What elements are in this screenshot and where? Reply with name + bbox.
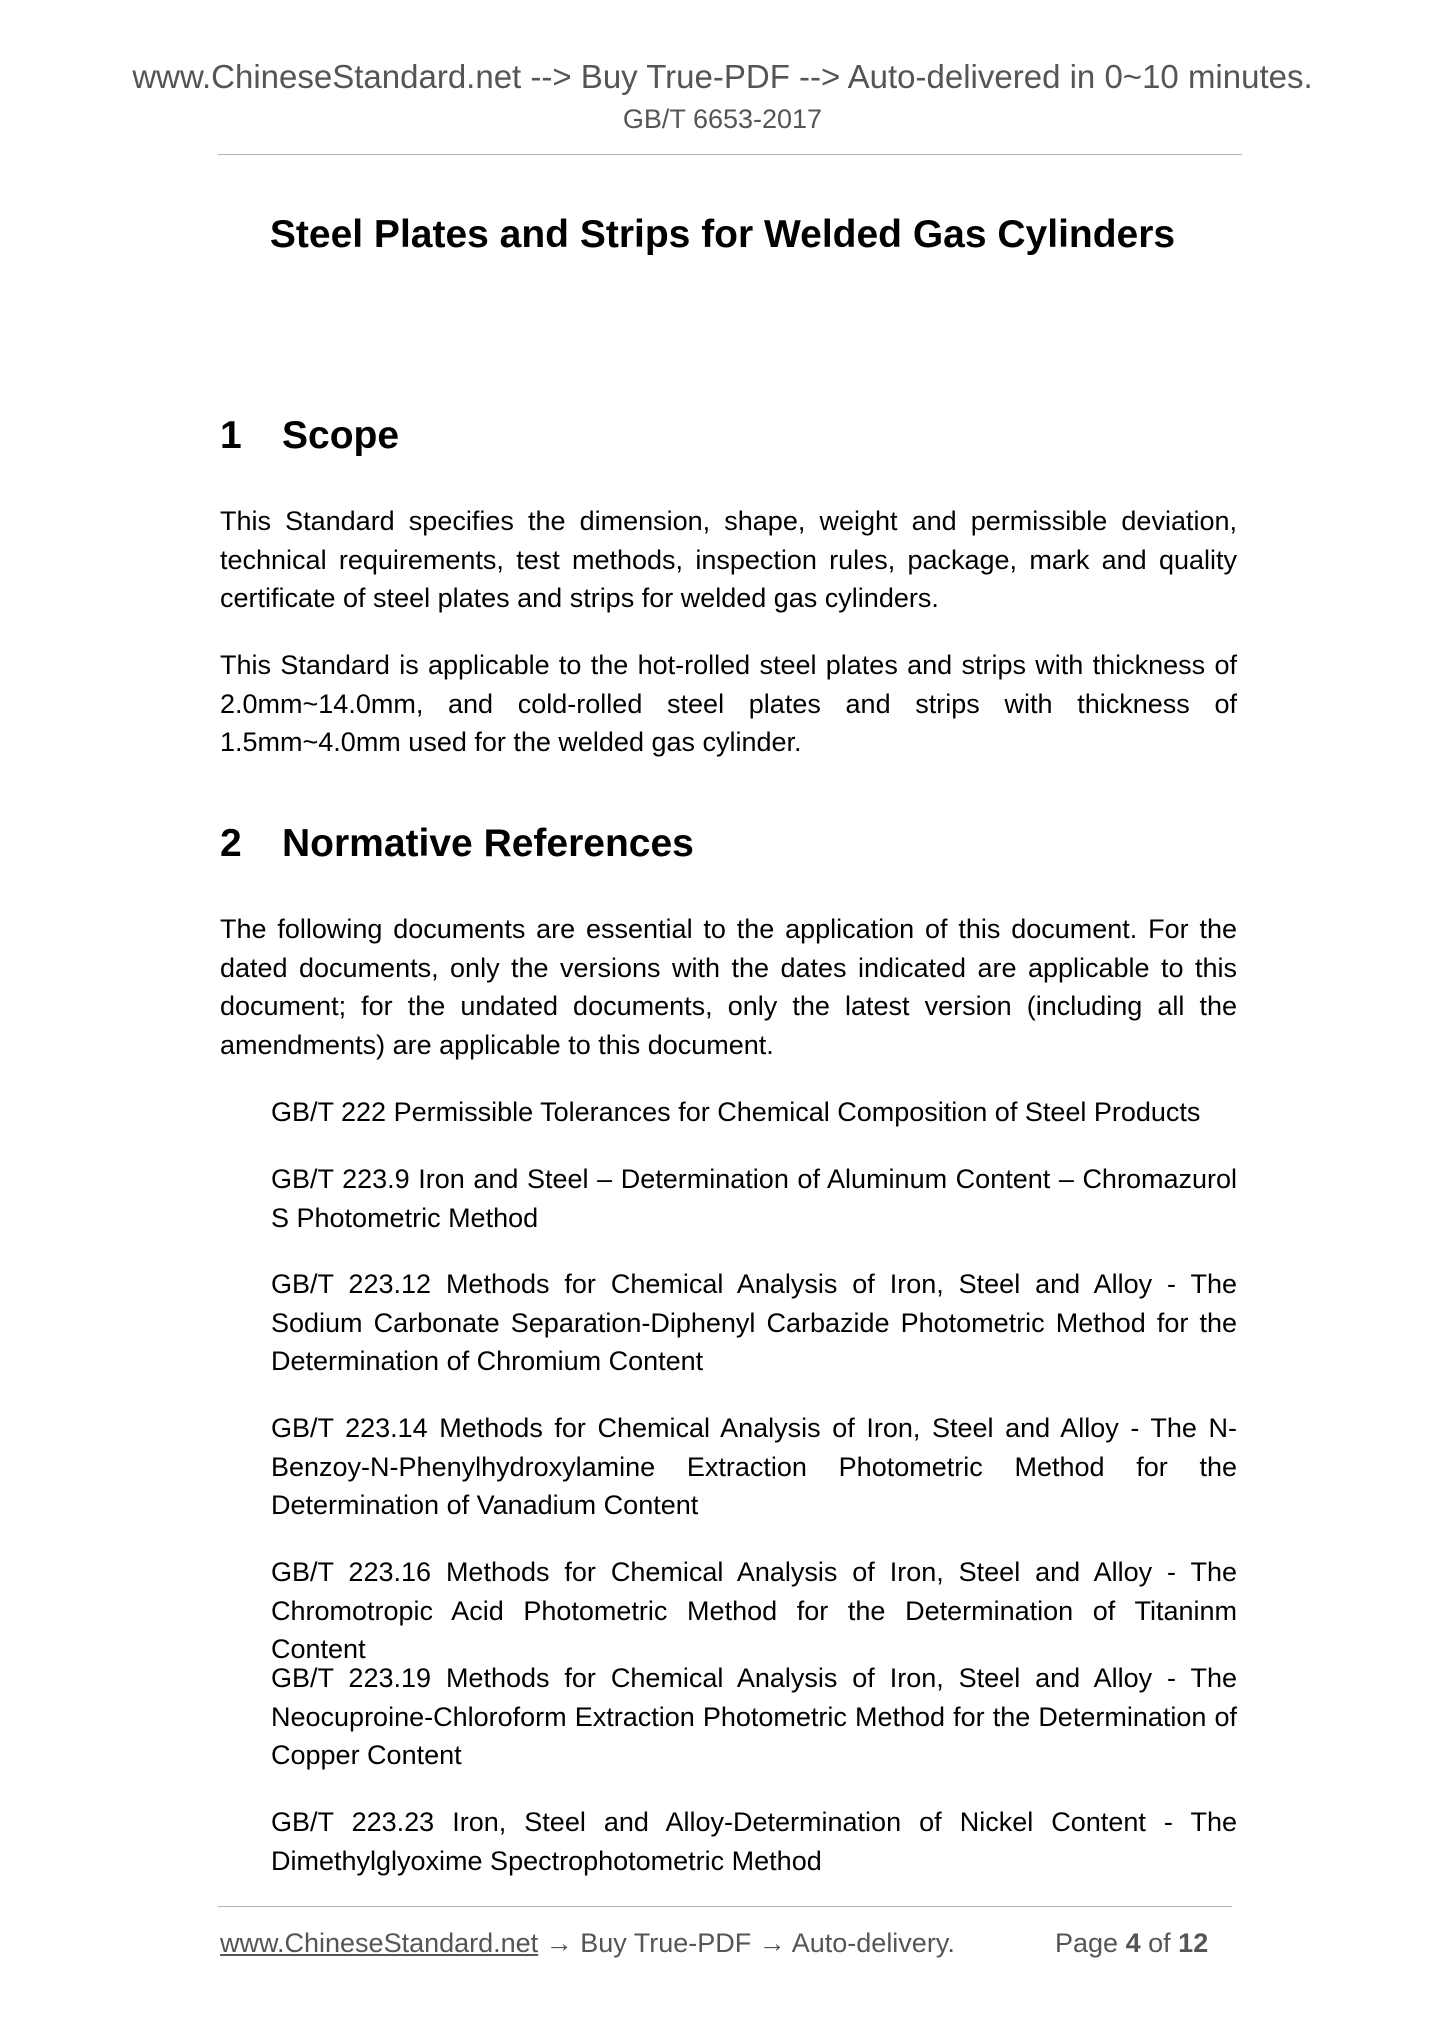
reference-item: GB/T 222 Permissible Tolerances for Chemical Composition of Steel Products (271, 1097, 1201, 1127)
paragraph: The following documents are essential to the application of this document. For the dated documents, only the versions with the dates indicated are applicable to this document; for the undated documents, only the latest version (including all the amendments) are applicable to this document. (220, 914, 1237, 1060)
reference-item: GB/T 223.14 Methods for Chemical Analysis of Iron, Steel and Alloy - The N-Benzoy-N-Phenylhydroxylamine Extraction Photometric Method for the Determination of Vanadium Content (271, 1413, 1237, 1520)
paragraph: This Standard specifies the dimension, shape, weight and permissible deviation, technical requirements, test methods, inspection rules, package, mark and quality certificate of steel plates and strips for welded gas cylinders. (220, 506, 1237, 613)
header-banner: www.ChineseStandard.net --> Buy True-PDF --> Auto-delivered in 0~10 minutes. (132, 58, 1313, 95)
section-heading-scope (220, 414, 399, 458)
reference-item: GB/T 223.9 Iron and Steel – Determination of Aluminum Content – Chromazurol S Photometric Method (271, 1164, 1237, 1233)
footer-divider (218, 1906, 1232, 1907)
section-title: Normative References (282, 822, 694, 865)
section-heading-normative-references (220, 822, 694, 866)
reference-item: GB/T 223.16 Methods for Chemical Analysis of Iron, Steel and Alloy - The Chromotropic Acid Photometric Method for the Determination of Titaninm Content (271, 1557, 1237, 1664)
page-number (1055, 1928, 1208, 1959)
footer-link[interactable]: www.ChineseStandard.net (220, 1928, 539, 1958)
reference-item: GB/T 223.19 Methods for Chemical Analysis of Iron, Steel and Alloy - The Neocuproine-Chloroform Extraction Photometric Method for the Determination of Copper Content (271, 1663, 1237, 1770)
section-number: 2 (220, 822, 242, 865)
reference-item: GB/T 223.23 Iron, Steel and Alloy-Determination of Nickel Content - The Dimethylglyoxime Spectrophotometric Method (271, 1807, 1237, 1876)
page-total: 12 (1178, 1928, 1209, 1958)
reference-item: GB/T 223.12 Methods for Chemical Analysis of Iron, Steel and Alloy - The Sodium Carbonate Separation-Diphenyl Carbazide Photometric Method for the Determination of Chromium Content (271, 1269, 1237, 1376)
page-label: Page (1055, 1928, 1119, 1958)
section-title: Scope (282, 414, 400, 457)
document-code: GB/T 6653-2017 (622, 104, 823, 134)
page-title: Steel Plates and Strips for Welded Gas Cylinders (269, 213, 1176, 256)
page-current: 4 (1125, 1928, 1141, 1958)
section-number: 1 (220, 414, 242, 457)
paragraph: This Standard is applicable to the hot-rolled steel plates and strips with thickness of 2.0mm~14.0mm, and cold-rolled steel plates and strips with thickness of 1.5mm~4.0mm used for the welded gas cylinder. (220, 650, 1237, 757)
footer-promo (220, 1928, 955, 1959)
footer-promo-text: → Buy True-PDF → Auto-delivery. (538, 1928, 955, 1958)
header-divider (218, 154, 1242, 155)
of-label: of (1148, 1928, 1171, 1958)
